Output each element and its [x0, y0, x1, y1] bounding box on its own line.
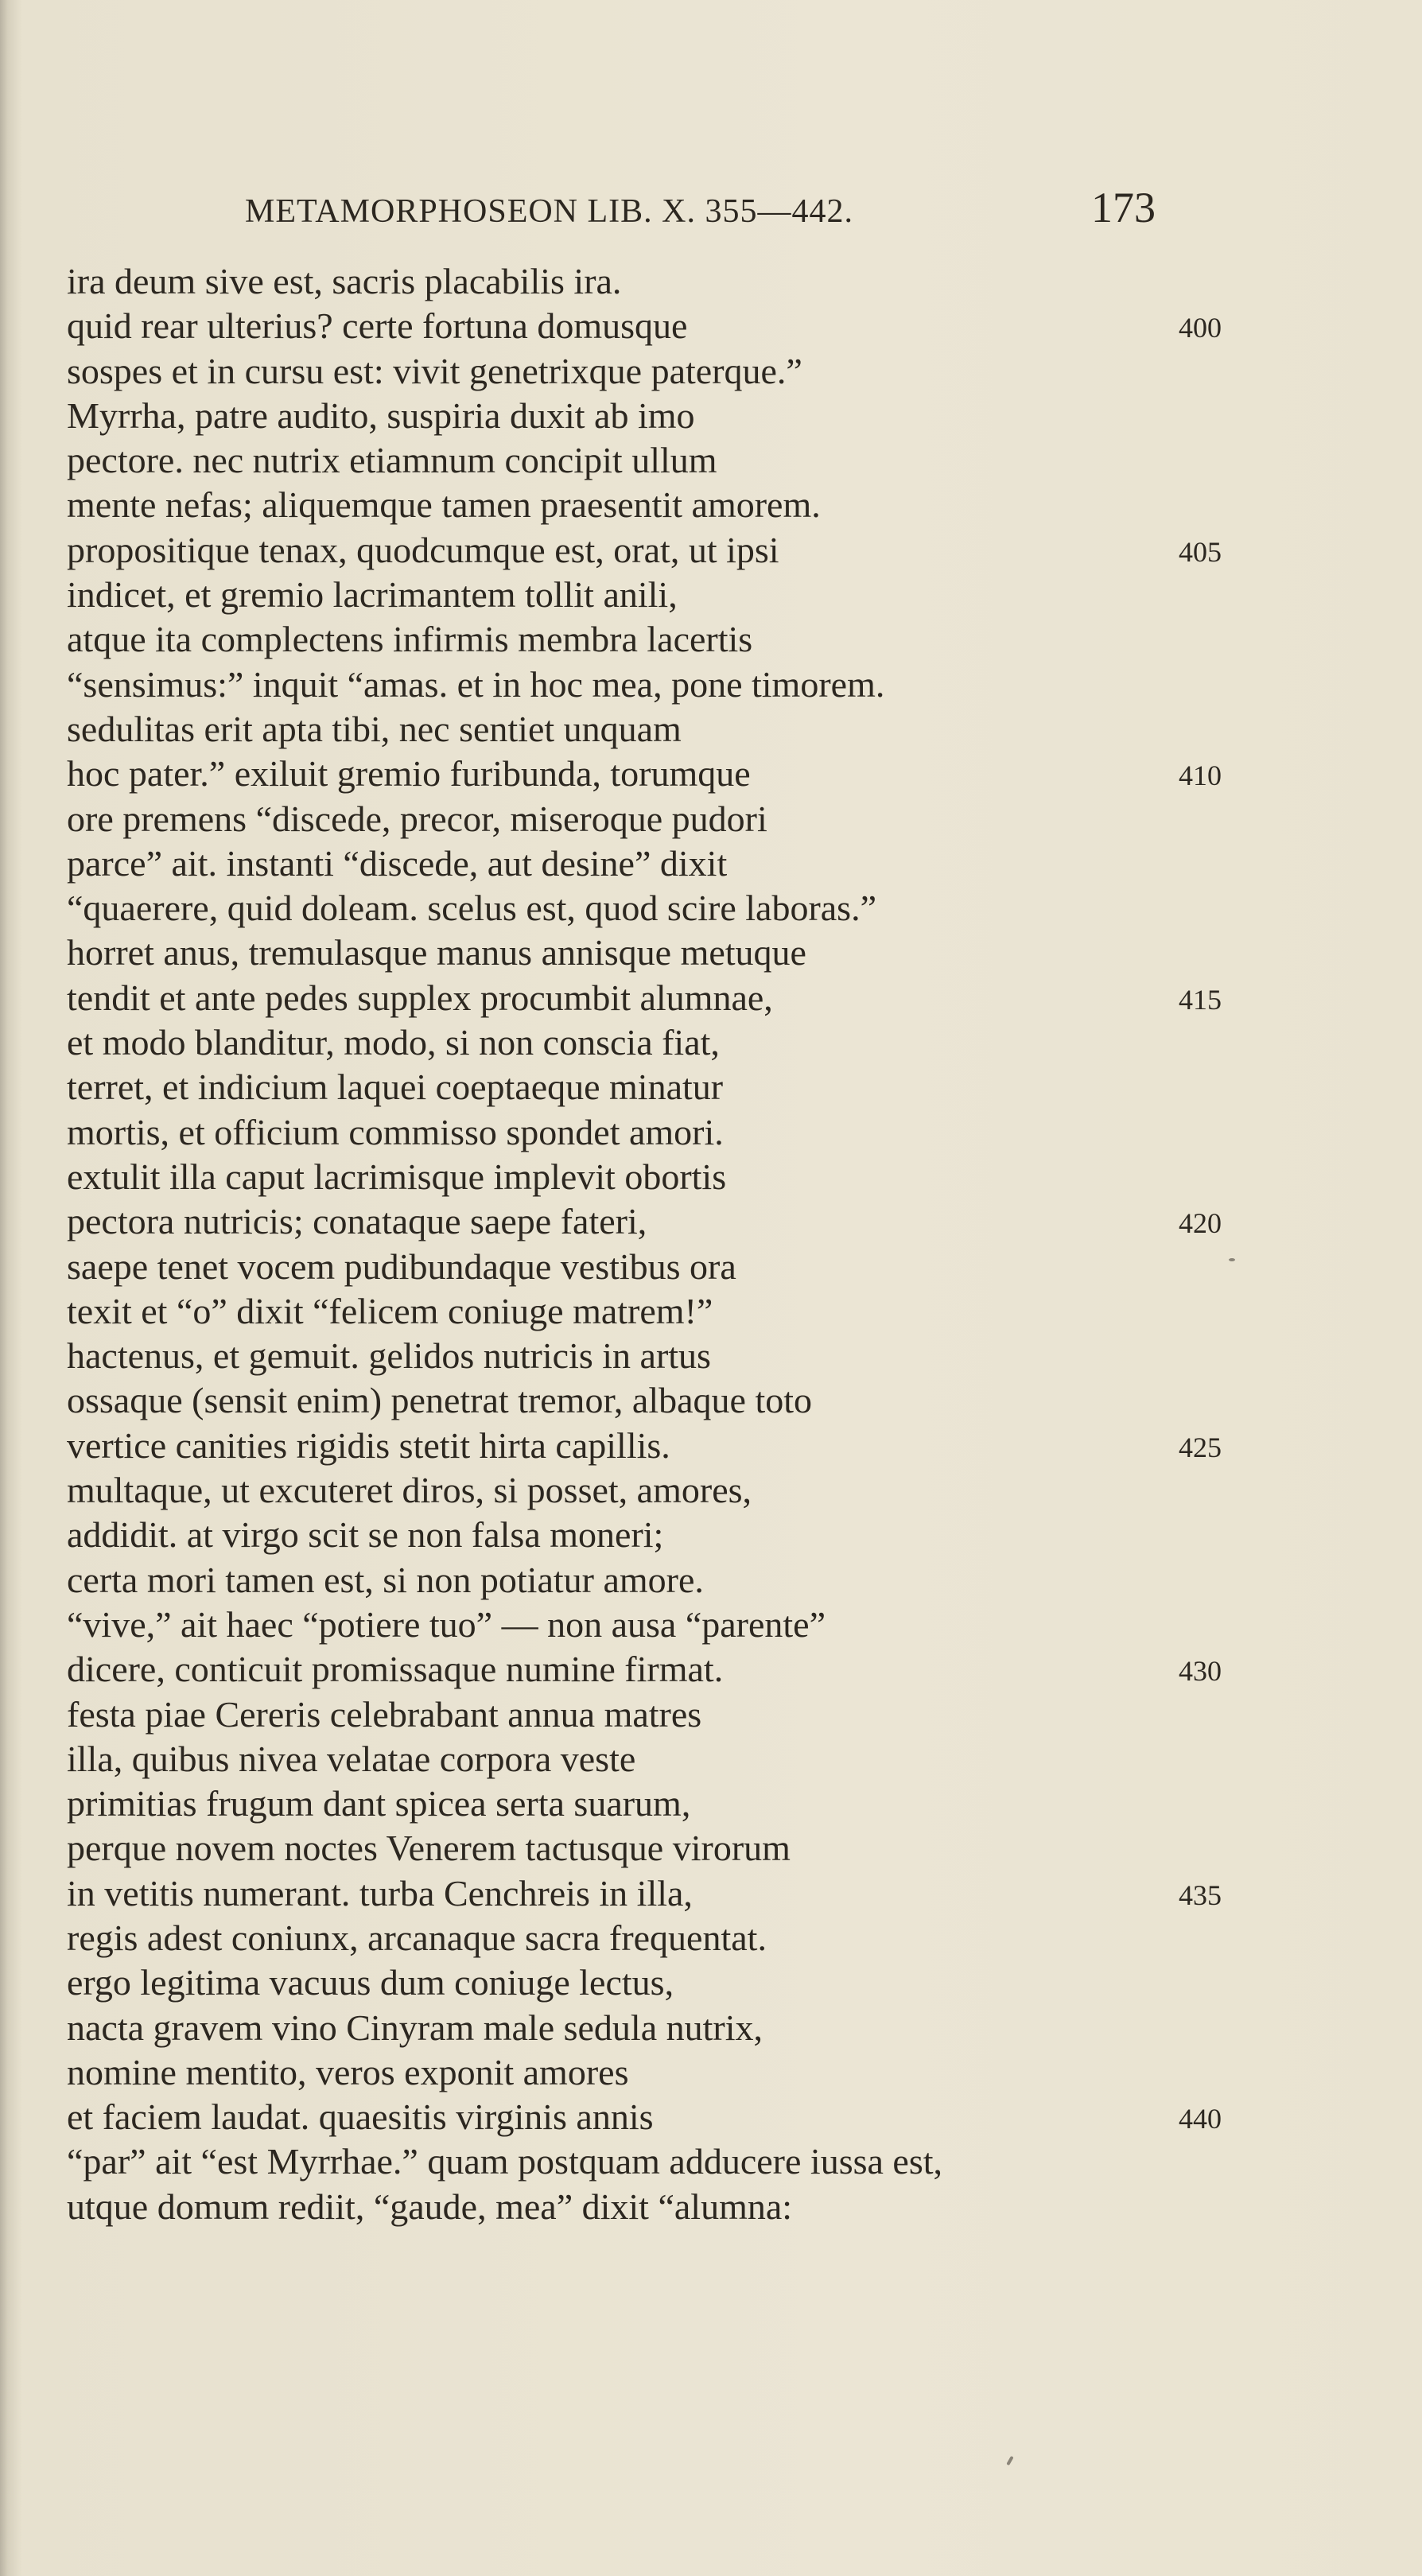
verse-line [67, 1155, 1260, 1199]
verse-text: indicet, et gremio lacrimantem tollit anili, [67, 574, 678, 616]
verse-line [67, 259, 1260, 304]
verse-line [67, 886, 1260, 931]
line-number: 415 [1179, 983, 1222, 1016]
verse-text: hoc pater.” exiluit gremio furibunda, torumque [67, 753, 751, 795]
line-number: 435 [1179, 1879, 1222, 1911]
verse-text: saepe tenet vocem pudibundaque vestibus ora [67, 1245, 736, 1287]
line-number: 430 [1179, 1655, 1222, 1688]
verse-line [67, 1334, 1260, 1378]
verse-line [67, 394, 1260, 438]
verse-text: dicere, conticuit promissaque numine firmat. [67, 1649, 724, 1690]
line-number: 440 [1179, 2103, 1222, 2135]
verse-line [67, 2139, 1260, 2184]
verse-text: quid rear ulterius? certe fortuna domusque [67, 305, 688, 347]
verse-text: terret, et indicium laquei coeptaeque minatur [67, 1067, 724, 1108]
verse-text: “vive,” ait haec “potiere tuo” — non ausa “parente” [67, 1603, 826, 1645]
verse-line [67, 1065, 1260, 1109]
verse-line [67, 1692, 1260, 1737]
verse-text: pectora nutricis; conataque saepe fateri, [67, 1201, 647, 1242]
paper-speck [1006, 2456, 1013, 2465]
verse-line [67, 1468, 1260, 1513]
verse-line [67, 617, 1260, 662]
verse-line [67, 528, 1260, 573]
verse-text: sedulitas erit apta tibi, nec sentiet unquam [67, 708, 682, 749]
verse-text: horret anus, tremulasque manus annisque metuque [67, 932, 806, 973]
verse-text: certa mori tamen est, si non potiatur amore. [67, 1559, 704, 1600]
verse-line [67, 1513, 1260, 1557]
verse-text: festa piae Cereris celebrabant annua matres [67, 1693, 702, 1735]
verse-line [67, 1199, 1260, 1244]
verse-line [67, 1647, 1260, 1692]
verse-line [67, 1916, 1260, 1960]
verse-text: “par” ait “est Myrrhae.” quam postquam adducere iussa est, [67, 2141, 943, 2182]
verse-text: Myrrha, patre audito, suspiria duxit ab imo [67, 394, 695, 436]
verse-text: “quaerere, quid doleam. scelus est, quod scire laboras.” [67, 888, 876, 929]
line-number: 405 [1179, 535, 1222, 568]
verse-text: et faciem laudat. quaesitis virginis annis [67, 2096, 654, 2138]
line-number: 410 [1179, 760, 1222, 792]
verse-text: vertice canities rigidis stetit hirta capillis. [67, 1424, 670, 1466]
verse-text: primitias frugum dant spicea serta suarum, [67, 1783, 691, 1824]
verse-line [67, 1960, 1260, 2005]
verse-line [67, 1871, 1260, 1916]
verse-line [67, 797, 1260, 841]
verse-text: multaque, ut excuteret diros, si posset, amores, [67, 1470, 752, 1511]
verse-text: nomine mentito, veros exponit amores [67, 2051, 629, 2092]
verse-text: perque novem noctes Venerem tactusque virorum [67, 1828, 791, 1869]
line-number: 420 [1179, 1207, 1222, 1240]
verse-text: ergo legitima vacuus dum coniuge lectus, [67, 1962, 674, 2003]
verse-line [67, 2185, 1260, 2229]
verse-line [67, 2006, 1260, 2050]
verse-text: ore premens “discede, precor, miseroque pudori [67, 798, 767, 839]
verse-line [67, 752, 1260, 796]
verse-line [67, 1378, 1260, 1423]
verse-text: tendit et ante pedes supplex procumbit alumnae, [67, 977, 773, 1018]
paper-speck [1229, 1258, 1235, 1261]
verse-line [67, 1781, 1260, 1826]
verse-text: addidit. at virgo scit se non falsa moneri; [67, 1514, 664, 1556]
verse-text: sospes et in cursu est: vivit genetrixque paterque.” [67, 350, 802, 391]
verse-text: utque domum rediit, “gaude, mea” dixit “alumna: [67, 2186, 793, 2227]
verse-text: et modo blanditur, modo, si non conscia fiat, [67, 1022, 720, 1063]
verse-text: extulit illa caput lacrimisque implevit obortis [67, 1156, 727, 1197]
verse-text: texit et “o” dixit “felicem coniuge matrem!” [67, 1290, 713, 1331]
verse-text: mente nefas; aliquemque tamen praesentit amorem. [67, 484, 821, 526]
verse-text: in vetitis numerant. turba Cenchreis in illa, [67, 1872, 693, 1914]
verse-text: mortis, et officium commisso spondet amori. [67, 1111, 724, 1152]
verse-line [67, 931, 1260, 975]
verse-text: nacta gravem vino Cinyram male sedula nutrix, [67, 2007, 763, 2048]
verse-line [67, 1737, 1260, 1781]
verse-line [67, 1020, 1260, 1065]
verse-text: pectore. nec nutrix etiamnum concipit ullum [67, 440, 717, 481]
verse-line [67, 483, 1260, 527]
verse-line [67, 349, 1260, 394]
verse-line [67, 2050, 1260, 2095]
verse-block [67, 259, 1260, 2229]
running-title: METAMORPHOSEON LIB. X. 355—442. [245, 193, 853, 230]
verse-line [67, 841, 1260, 886]
verse-line [67, 1245, 1260, 1289]
verse-line [67, 1289, 1260, 1334]
verse-line [67, 662, 1260, 707]
verse-text: atque ita complectens infirmis membra lacertis [67, 619, 753, 660]
verse-line [67, 573, 1260, 617]
verse-text: illa, quibus nivea velatae corpora veste [67, 1738, 636, 1779]
verse-text: regis adest coniunx, arcanaque sacra frequentat. [67, 1917, 767, 1958]
verse-text: propositique tenax, quodcumque est, orat, ut ipsi [67, 529, 779, 570]
verse-line [67, 1826, 1260, 1871]
verse-line [67, 1603, 1260, 1647]
verse-line [67, 2095, 1260, 2139]
verse-line [67, 1558, 1260, 1603]
verse-text: hactenus, et gemuit. gelidos nutricis in artus [67, 1335, 711, 1377]
page-header [0, 177, 1422, 240]
line-number: 400 [1179, 312, 1222, 344]
verse-line [67, 1424, 1260, 1468]
verse-line [67, 707, 1260, 752]
page-number: 173 [1091, 184, 1156, 231]
verse-text: ira deum sive est, sacris placabilis ira. [67, 261, 622, 301]
verse-line [67, 976, 1260, 1020]
line-number: 425 [1179, 1431, 1222, 1463]
verse-text: parce” ait. instanti “discede, aut desine” dixit [67, 842, 728, 884]
verse-line [67, 304, 1260, 348]
verse-text: ossaque (sensit enim) penetrat tremor, albaque toto [67, 1380, 813, 1421]
verse-line [67, 438, 1260, 483]
verse-text: “sensimus:” inquit “amas. et in hoc mea, pone timorem. [67, 663, 885, 705]
verse-line [67, 1110, 1260, 1155]
